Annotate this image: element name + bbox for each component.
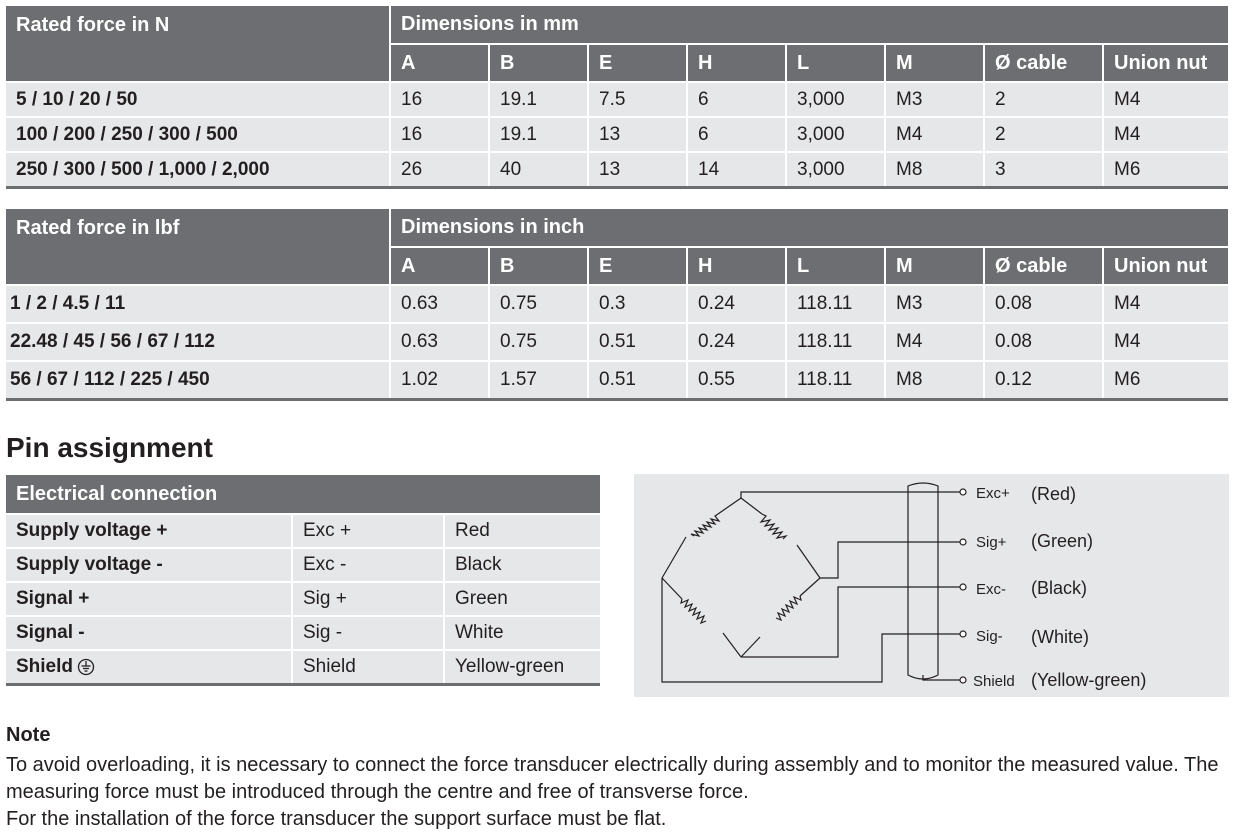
table-row [6,548,600,582]
note-body [6,752,1231,833]
table-cell: 1.57 [489,361,588,400]
table-row [6,82,1228,117]
terminal-color-label: (Green) [1031,531,1094,551]
column-header: E [588,247,687,285]
table-cell: 6 [687,82,786,117]
table-cell: 0.51 [588,361,687,400]
resistor-icon [691,514,719,536]
bridge-wire [800,578,820,596]
table-cell: M4 [1103,323,1228,361]
table-cell: 56 / 67 / 112 / 225 / 450 [6,361,390,400]
column-header: B [489,44,588,82]
table-cell: 22.48 / 45 / 56 / 67 / 112 [6,323,390,361]
table-cell: 7.5 [588,82,687,117]
table-cell: Supply voltage - [6,548,292,582]
table-cell: M3 [885,285,984,323]
rated-force-header: Rated force in lbf [6,209,390,285]
terminal-pin-label: Sig- [976,628,1003,645]
column-header: B [489,247,588,285]
bridge-circuit-diagram [634,474,1229,697]
table-cell: Signal - [6,616,292,650]
table-cell: 0.63 [390,285,489,323]
column-header: Union nut [1103,44,1228,82]
terminal-color-label: (Black) [1031,578,1088,598]
column-header: L [786,247,885,285]
terminal-pin-label: Sig+ [976,534,1007,551]
table-cell: 250 / 300 / 500 / 1,000 / 2,000 [6,152,390,188]
dimensions-table-mm [6,6,1228,189]
table-cell: M3 [885,82,984,117]
table-cell: 0.63 [390,323,489,361]
table-cell: 19.1 [489,117,588,152]
table-cell: 13 [588,117,687,152]
table-cell: 100 / 200 / 250 / 300 / 500 [6,117,390,152]
terminal-dot [960,631,966,637]
table-cell: 0.75 [489,285,588,323]
table-cell: Sig + [292,582,444,616]
column-header: A [390,247,489,285]
terminal-dot [960,489,966,495]
table-cell: 3,000 [786,117,885,152]
column-header: E [588,44,687,82]
table-cell: M8 [885,361,984,400]
table-cell: 0.75 [489,323,588,361]
table-cell: 118.11 [786,361,885,400]
table-row [6,152,1228,188]
note-paragraph: For the installation of the force transducer the support surface must be flat. [6,808,667,830]
terminal-pin-label: Shield [973,673,1015,690]
column-header: H [687,44,786,82]
table-cell: 6 [687,117,786,152]
exc-plus-wire [741,492,960,498]
wiring-diagram [634,474,1229,697]
table-cell: Exc - [292,548,444,582]
terminal-color-label: (Yellow-green) [1031,670,1147,690]
table-cell: 5 / 10 / 20 / 50 [6,82,390,117]
table-cell: 2 [984,117,1103,152]
table-row [6,323,1228,361]
dimensions-header: Dimensions in mm [390,6,1228,44]
table-cell: 0.51 [588,323,687,361]
table-cell: M6 [1103,361,1228,400]
table-cell: 40 [489,152,588,188]
table-cell: Green [444,582,600,616]
table-cell: M4 [1103,285,1228,323]
resistor-icon [776,596,801,620]
bridge-wire [741,637,760,657]
table-row [6,117,1228,152]
terminal-pin-label: Exc- [976,581,1006,598]
shield-wire [923,675,960,680]
table-cell: M4 [1103,82,1228,117]
terminal-dot [960,677,966,683]
table-cell: 0.12 [984,361,1103,400]
table-cell: Sig - [292,616,444,650]
table-cell: 13 [588,152,687,188]
table-cell: 0.08 [984,285,1103,323]
table-cell: 118.11 [786,323,885,361]
table-row [6,285,1228,323]
bridge-wire [723,633,741,657]
exc-minus-wire [741,587,960,657]
column-header: Ø cable [984,44,1103,82]
column-header: A [390,44,489,82]
table-cell: 0.08 [984,323,1103,361]
table-cell: M4 [1103,117,1228,152]
table-row [6,514,600,548]
table-cell: 19.1 [489,82,588,117]
bridge-wire [662,537,686,578]
table-cell: 0.3 [588,285,687,323]
column-header: M [885,247,984,285]
table-cell: 16 [390,82,489,117]
table-cell: 26 [390,152,489,188]
table-cell: Black [444,548,600,582]
ground-icon [77,658,95,676]
table-row [6,650,600,685]
table-cell: Supply voltage + [6,514,292,548]
terminal-dot [960,539,966,545]
shield-label: Shield [16,656,74,677]
table-cell: M4 [885,323,984,361]
table-cell: 3,000 [786,152,885,188]
table-cell: Red [444,514,600,548]
table-cell: 3,000 [786,82,885,117]
electrical-connection-header: Electrical connection [6,475,600,514]
table-cell: Yellow-green [444,650,600,685]
table-cell: 1 / 2 / 4.5 / 11 [6,285,390,323]
column-header: H [687,247,786,285]
bridge-wire [797,545,820,578]
table-cell: 16 [390,117,489,152]
table-cell [6,650,292,685]
table-cell: 14 [687,152,786,188]
column-header: M [885,44,984,82]
resistor-icon [681,599,706,623]
dimensions-table-inch [6,209,1228,401]
terminal-pin-label: Exc+ [976,485,1010,502]
bridge-wire [662,578,682,599]
sig-plus-wire [820,542,960,578]
table-cell: 2 [984,82,1103,117]
table-cell: M4 [885,117,984,152]
table-cell: 1.02 [390,361,489,400]
column-header: Union nut [1103,247,1228,285]
rated-force-header: Rated force in N [6,6,390,82]
resistor-icon [761,514,786,539]
cable-sheath [908,483,938,679]
table-cell: Exc + [292,514,444,548]
column-header: L [786,44,885,82]
table-cell: Signal + [6,582,292,616]
table-row [6,616,600,650]
terminal-dot [960,584,966,590]
bridge-wire [741,498,762,514]
note-title: Note [6,724,51,746]
table-row [6,361,1228,400]
note-paragraph: To avoid overloading, it is necessary to connect the force transducer electrically during assembly and to monitor the measured value. The measuring force must be introduced through the centre and free of transverse force. [6,754,1219,803]
table-cell: Shield [292,650,444,685]
column-header: Ø cable [984,247,1103,285]
table-cell: M8 [885,152,984,188]
dimensions-header: Dimensions in inch [390,209,1228,247]
table-cell: 118.11 [786,285,885,323]
sig-minus-wire [662,578,960,682]
table-cell: M6 [1103,152,1228,188]
table-row [6,582,600,616]
terminal-color-label: (Red) [1031,484,1077,504]
table-cell: White [444,616,600,650]
pin-assignment-title: Pin assignment [6,432,213,463]
table-cell: 3 [984,152,1103,188]
bridge-wire [718,498,741,514]
electrical-connection-table [6,475,600,686]
table-cell: 0.24 [687,323,786,361]
table-cell: 0.55 [687,361,786,400]
table-cell: 0.24 [687,285,786,323]
terminal-color-label: (White) [1031,627,1089,647]
